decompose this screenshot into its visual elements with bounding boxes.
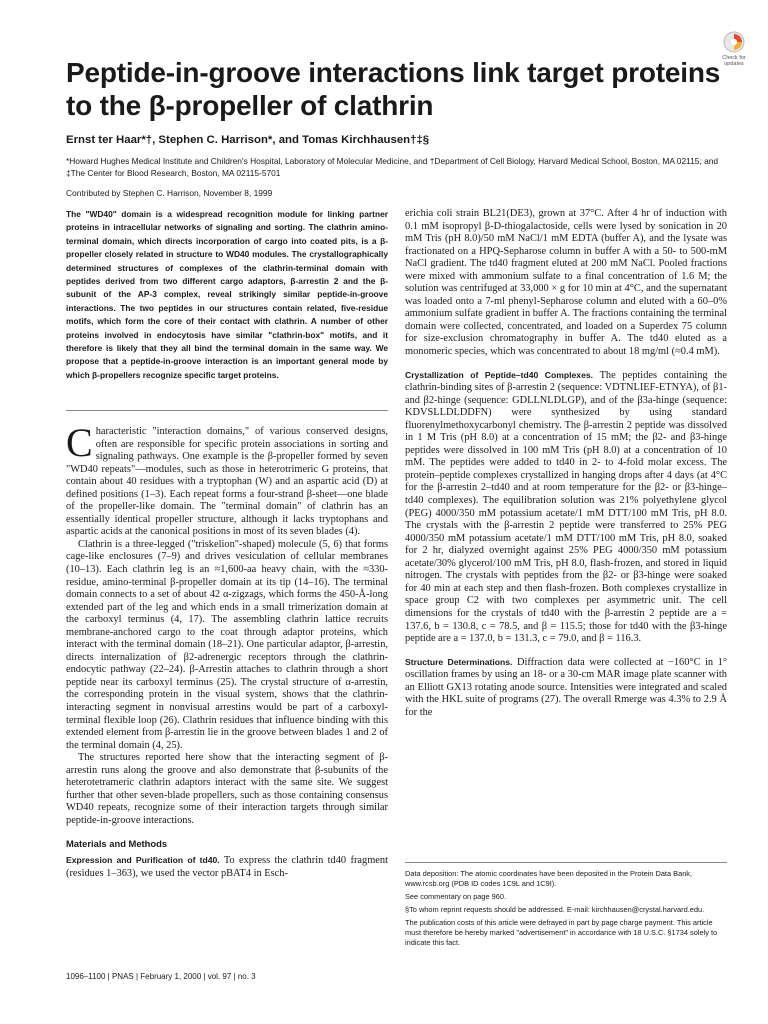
- abstract: The "WD40" domain is a widespread recognition module for linking partner proteins in intracellular networks of signaling and sorting. The clathrin amino-terminal domain, which directs incorporation of cargo into coated pits, is a β-propeller closely related in structure to WD40 modules. The crystallographically determined structures of complexes of the clathrin-terminal domain with peptides derived from two different cargo adaptors, β-arrestin 2 and the β-subunit of the AP-3 complex, reveal strikingly similar peptide-in-groove interactions. The two peptides in our structures contain related, five-residue motifs, which form the core of their contact with clathrin. A number of other proteins involved in endocytosis have similar "clathrin-box" motifs, and it therefore is likely that they all bind the terminal domain in the same way. We propose that a peptide-in-groove interaction is an important general mode by which β-propellers recognize specific target proteins.: [66, 209, 388, 380]
- affiliations: *Howard Hughes Medical Institute and Children's Hospital, Laboratory of Molecular Medicine, and †Department of Cell Biology, Harvard Medical School, Boston, MA 02115; and ‡The Center for Blood Research, Boston, MA 02115-5701: [66, 156, 719, 178]
- right-column: [405, 208, 727, 719]
- expression-text-right: erichia coli strain BL21(DE3), grown at 37°C. After 4 hr of induction with 0.1 mM isopropyl β-D-thiogalactoside, cells were lysed by sonication in 20 mM Tris (pH 8.0)/50 mM NaCl/1 mM EDTA (buffer A), and the lysate was fractionated on a HPQ-Sepharose column in buffer A with a 50- to 500-mM NaCl gradient. The td40 fragment eluted at 200 mM NaCl. Pooled fractions were mixed with ammonium sulfate to a final concentration of 1.6 M; the solution was centrifuged at 33,000 × g for 10 min at 4°C, and the supernatant was loaded onto a 7-ml phenyl-Sepharose column and eluted with a 60–0% ammonium sulfate gradient in buffer A. The fractions containing the terminal domain were collected, concentrated, and loaded on a Superdex 75 column for size-exclusion chromatography in buffer A. The td40 eluted as a monomeric species, which was concentrated to about 18 mg/ml (≈0.4 mM).: [405, 208, 727, 358]
- footnote-divider: [405, 862, 727, 863]
- intro-paragraph-1-text: haracteristic "interaction domains," of various conserved designs, often are responsible for specific protein associations in sorting and signaling pathways. One example is the β-propeller formed by seven "WD40 repeats"—modules, such as those in heterotrimeric G proteins, that contain about 40 residues with a tryptophan (W) and an aspartic acid (D) at defined positions (1–3). Each repeat forms a four-strand β-sheet—one blade of the propeller-like domain. The "terminal domain" of clathrin has an essentially identical propeller structure, although it lacks tryptophans and aspartic acids at the canonical positions in most of its seven blades (4).: [66, 426, 388, 538]
- footnotes: [405, 862, 727, 951]
- footnote-publication-costs: The publication costs of this article were defrayed in part by page charge payment. This article must therefore be hereby marked "advertisement" in accordance with 18 U.S.C. §1734 solely to indicate this fact.: [405, 918, 718, 947]
- expression-text-left: To express the clathrin td40 fragment (residues 1–363), we used the vector pBAT4 in Esch-: [66, 855, 388, 879]
- intro-paragraph-3: The structures reported here show that the interacting segment of β-arrestin runs along the groove and also demonstrate that β-subunits of the heterotetrameric clathrin adaptors interact with the same site. We suggest further that other seven-blade propellers, such as those containing consensus WD40 repeats, recognize some of their interaction targets through similar peptide-in-groove interactions.: [66, 752, 388, 826]
- abstract-divider: [66, 410, 388, 411]
- crystallization-paragraph: [405, 369, 727, 646]
- methods-heading: Materials and Methods: [66, 837, 168, 849]
- page-footer: 1096–1100 | PNAS | February 1, 2000 | vol. 97 | no. 3: [66, 972, 256, 981]
- expression-subheading: Expression and Purification of td40.: [66, 855, 220, 866]
- footnote-reprints: §To whom reprint requests should be addressed. E-mail: kirchhausen@crystal.harvard.edu.: [405, 905, 705, 914]
- check-for-updates-icon: [716, 30, 752, 54]
- structure-subheading: Structure Determinations.: [405, 656, 513, 667]
- badge-line-1: Check for: [722, 55, 746, 61]
- intro-paragraph-1: [66, 420, 388, 539]
- author-list: Ernst ter Haar*†, Stephen C. Harrison*, and Tomas Kirchhausen†‡§: [66, 134, 430, 146]
- drop-cap: C: [66, 420, 93, 465]
- left-column: [66, 420, 388, 880]
- intro-paragraph-2: Clathrin is a three-legged ("triskelion"-shaped) molecule (5, 6) that forms cage-like enclosures (7–9) and drives vesiculation of cellular membranes (10–13). Each clathrin leg is an ≈1,600-aa heavy chain, with the ≈330-residue, amino-terminal β-propeller domain at its tip (14–16). The terminal domain connects to a set of about 42 α-zigzags, which forms the 450-Å-long extended part of the leg and which ends in a small trimerization domain at the carboxyl terminus (4, 17). The assembling clathrin lattice recruits membrane-anchored cargo to the coat through adaptor proteins, which interact with the terminal domain (18–21). One particular adaptor, β-arrestin, directs internalization of β2-adrenergic receptors through the clathrin-endocytic pathway (22–24). β-Arrestin attaches to clathrin through a short peptide near its carboxyl terminus (25). The crystal structure of α-arrestin, the corresponding protein in the visual system, shows that the clathrin-interacting segment in nonvisual arrestins would be part of a carboxyl-terminal flexible loop (26). Clathrin residues that influence binding with this extended element from β-arrestin lie in the groove between blades 1 and 2 of the terminal domain (4, 25).: [66, 538, 388, 751]
- structure-text: Diffraction data were collected at −160°C in 1° oscillation frames by using an 18- or a 30-cm MAR image plate scanner with an Elliott GX13 rotating anode source. Intensities were integrated and scaled with the HKL suite of programs (27). The overall Rmerge was 4.3% to 2.9 Å for the: [405, 656, 727, 718]
- article-title: Peptide-in-groove interactions link target proteins to the β-propeller of clathrin: [66, 57, 721, 121]
- expression-paragraph: [66, 854, 388, 880]
- crystallization-subheading: Crystallization of Peptide–td40 Complexes.: [405, 369, 594, 380]
- crystallization-text: The peptides containing the clathrin-binding sites of β-arrestin 2 (sequence: VDTNLIEF-ETNYA), of β1- and β2-hinge (sequence: GDLLNLDLGP), and of the β3a-hinge (sequence: KDVSLLDLDDFN) were synthesized by using standard fluorenylmethoxycarbonyl chemistry. The β-arrestin 2 peptide was dissolved in 1 M Tris (pH 8.0) at a concentration of 15 mM; the β2- and β3-hinge peptides were dissolved in 100 mM Tris (pH 8.0) at a concentration of 10 mM. The peptides were added to td40 in 2- to 4-fold molar excess. The protein–peptide complexes crystallized in hanging drops after 4 days (at 4°C for the β-arrestin 2–td40 and at room temperature for the β2- or β3-hinge–td40 complexes). The equilibration solution was 21% polyethylene glycol (PEG) 4000/350 mM potassium acetate/1 mM DTT/100 mM Tris, pH 8.0. The crystals with the β-arrestin 2 peptide were transferred to 25% PEG 4000/350 mM potassium acetate/1 mM DTT/100 mM Tris, pH 8.0, soaked for 2 hr, dialyzed overnight against 25% PEG 4000/350 mM potassium acetate/30% glycerol/100 mM Tris, pH 8.0, flash-frozen, and stored in liquid nitrogen. The crystals with peptides from the β2- or β3-hinge were soaked for 40 min at each step and then flash-frozen. Both complexes crystallize in space group C2 with two complexes per asymmetric unit. The cell dimensions for the crystals of td40 with the β-arrestin 2 peptide are a = 137.6, b = 130.8, c = 78.5, and β = 115.5; those for td40 with the β3-hinge peptide are a = 137.0, b = 131.3, c = 79.0, and β = 116.3.: [405, 369, 727, 645]
- footnote-data-deposition: Data deposition: The atomic coordinates have been deposited in the Protein Data Bank, www.rcsb.org (PDB ID codes 1C9L and 1C9I).: [405, 869, 693, 888]
- badge-line-2: updates: [724, 61, 744, 67]
- footnote-commentary: See commentary on page 960.: [405, 892, 507, 901]
- contributed-by: Contributed by Stephen C. Harrison, November 8, 1999: [66, 188, 273, 198]
- structure-paragraph: [405, 656, 727, 720]
